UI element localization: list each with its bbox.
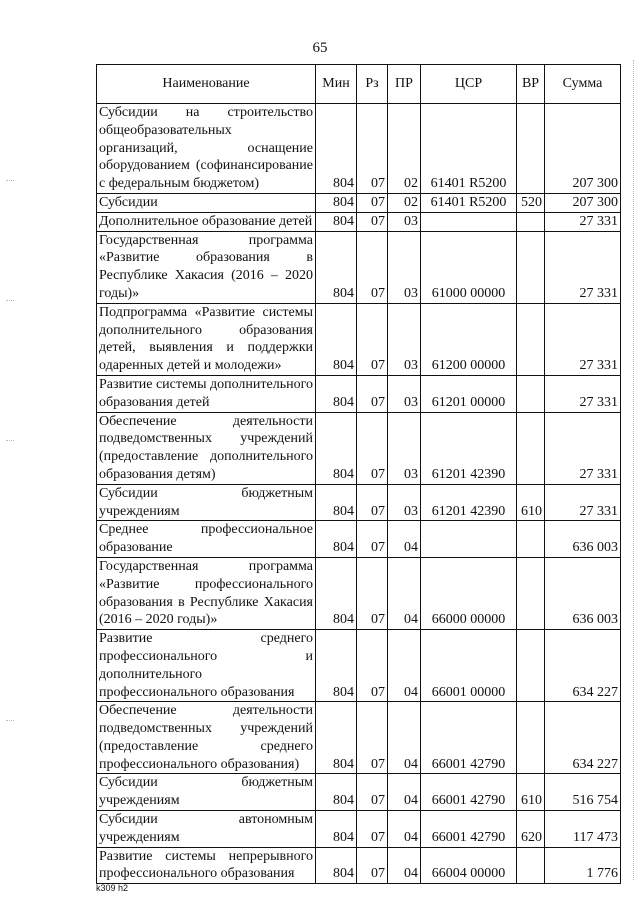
cell-rz: 07 [357,811,388,848]
cell-csr: 66001 42790 [421,774,517,811]
table-header-row [97,65,621,104]
cell-rz: 07 [357,375,388,412]
table-row [97,412,621,484]
header-pr: ПР [388,65,421,104]
cell-sum: 1 776 [545,847,621,884]
cell-name: Обеспечение деятельности подведомственных учреждений (предоставление дополнительного образования детям) [97,412,316,484]
cell-rz: 07 [357,231,388,303]
cell-rz: 07 [357,193,388,212]
cell-pr: 04 [388,774,421,811]
cell-rz: 07 [357,303,388,375]
cell-vr: 620 [517,811,545,848]
cell-csr [421,212,517,231]
table-row [97,212,621,231]
cell-pr: 04 [388,521,421,558]
cell-csr: 66004 00000 [421,847,517,884]
footer-code: k309 h2 [96,883,129,893]
cell-csr: 61200 00000 [421,303,517,375]
cell-pr: 04 [388,847,421,884]
cell-csr: 66001 42790 [421,702,517,774]
budget-table [96,64,621,884]
scan-edge-mark [6,720,14,721]
cell-pr: 03 [388,375,421,412]
cell-pr: 03 [388,303,421,375]
cell-sum: 636 003 [545,521,621,558]
cell-name: Субсидии на строительство общеобразовательных организаций, оснащение оборудованием (софинансирование с федеральным бюджетом) [97,104,316,194]
cell-sum: 516 754 [545,774,621,811]
header-min: Мин [316,65,357,104]
cell-sum: 207 300 [545,193,621,212]
table-row [97,303,621,375]
cell-vr: 520 [517,193,545,212]
cell-vr [517,630,545,702]
cell-sum: 634 227 [545,702,621,774]
cell-name: Субсидии бюджетным учреждениям [97,774,316,811]
cell-pr: 04 [388,702,421,774]
cell-rz: 07 [357,412,388,484]
cell-sum: 634 227 [545,630,621,702]
cell-vr [517,521,545,558]
cell-sum: 27 331 [545,412,621,484]
cell-csr: 61000 00000 [421,231,517,303]
cell-csr: 61401 R5200 [421,193,517,212]
cell-min: 804 [316,811,357,848]
header-rz: Рз [357,65,388,104]
cell-min: 804 [316,104,357,194]
cell-rz: 07 [357,774,388,811]
scan-edge-mark [632,60,634,880]
table-row [97,231,621,303]
cell-pr: 04 [388,811,421,848]
scan-edge-mark [6,440,14,441]
cell-pr: 03 [388,484,421,521]
cell-min: 804 [316,412,357,484]
cell-name: Субсидии бюджетным учреждениям [97,484,316,521]
cell-csr: 61201 42390 [421,484,517,521]
cell-min: 804 [316,212,357,231]
cell-min: 804 [316,193,357,212]
cell-min: 804 [316,847,357,884]
cell-name: Государственная программа «Развитие профессионального образования в Республике Хакасия (2016 – 2020 годы)» [97,557,316,629]
cell-sum: 27 331 [545,212,621,231]
cell-vr [517,375,545,412]
cell-name: Дополнительное образование детей [97,212,316,231]
cell-pr: 03 [388,412,421,484]
header-vr: ВР [517,65,545,104]
cell-sum: 27 331 [545,231,621,303]
page-number: 65 [312,40,328,56]
table-row [97,811,621,848]
cell-csr [421,521,517,558]
cell-pr: 02 [388,104,421,194]
cell-name: Субсидии автономным учреждениям [97,811,316,848]
cell-csr: 61201 42390 [421,412,517,484]
cell-csr: 66001 42790 [421,811,517,848]
cell-sum: 207 300 [545,104,621,194]
cell-rz: 07 [357,521,388,558]
cell-vr [517,847,545,884]
cell-vr: 610 [517,484,545,521]
cell-name: Развитие системы непрерывного профессионального образования [97,847,316,884]
cell-rz: 07 [357,630,388,702]
cell-vr [517,104,545,194]
table-row [97,630,621,702]
cell-vr [517,231,545,303]
cell-min: 804 [316,557,357,629]
cell-name: Обеспечение деятельности подведомственных учреждений (предоставление среднего профессионального образования) [97,702,316,774]
cell-csr: 66000 00000 [421,557,517,629]
cell-vr [517,303,545,375]
cell-pr: 03 [388,231,421,303]
table-row [97,193,621,212]
cell-sum: 117 473 [545,811,621,848]
header-sum: Сумма [545,65,621,104]
cell-vr [517,557,545,629]
cell-min: 804 [316,774,357,811]
cell-name: Среднее профессиональное образование [97,521,316,558]
cell-min: 804 [316,303,357,375]
header-csr: ЦСР [421,65,517,104]
table-row [97,847,621,884]
cell-csr: 61201 00000 [421,375,517,412]
cell-rz: 07 [357,212,388,231]
table-row [97,774,621,811]
cell-vr [517,702,545,774]
cell-vr [517,412,545,484]
cell-vr [517,212,545,231]
table-row [97,557,621,629]
cell-name: Подпрограмма «Развитие системы дополнительного образования детей, выявления и поддержки одаренных детей и молодежи» [97,303,316,375]
table-row [97,484,621,521]
cell-rz: 07 [357,104,388,194]
cell-min: 804 [316,375,357,412]
table-row [97,702,621,774]
table-body [97,104,621,884]
table-row [97,521,621,558]
cell-min: 804 [316,484,357,521]
cell-min: 804 [316,702,357,774]
cell-name: Государственная программа «Развитие образования в Республике Хакасия (2016 – 2020 годы)» [97,231,316,303]
scan-edge-mark [6,300,14,301]
cell-rz: 07 [357,702,388,774]
cell-pr: 04 [388,557,421,629]
scan-edge-mark [6,180,14,181]
cell-rz: 07 [357,484,388,521]
cell-min: 804 [316,231,357,303]
table-row [97,104,621,194]
cell-vr: 610 [517,774,545,811]
cell-sum: 27 331 [545,375,621,412]
cell-pr: 03 [388,212,421,231]
cell-sum: 27 331 [545,484,621,521]
cell-min: 804 [316,521,357,558]
cell-rz: 07 [357,847,388,884]
cell-rz: 07 [357,557,388,629]
cell-name: Развитие среднего профессионального и дополнительного профессионального образования [97,630,316,702]
cell-min: 804 [316,630,357,702]
cell-sum: 27 331 [545,303,621,375]
cell-name: Развитие системы дополнительного образования детей [97,375,316,412]
cell-csr: 66001 00000 [421,630,517,702]
cell-csr: 61401 R5200 [421,104,517,194]
table-row [97,375,621,412]
cell-name: Субсидии [97,193,316,212]
cell-pr: 04 [388,630,421,702]
header-name: Наименование [97,65,316,104]
cell-pr: 02 [388,193,421,212]
cell-sum: 636 003 [545,557,621,629]
